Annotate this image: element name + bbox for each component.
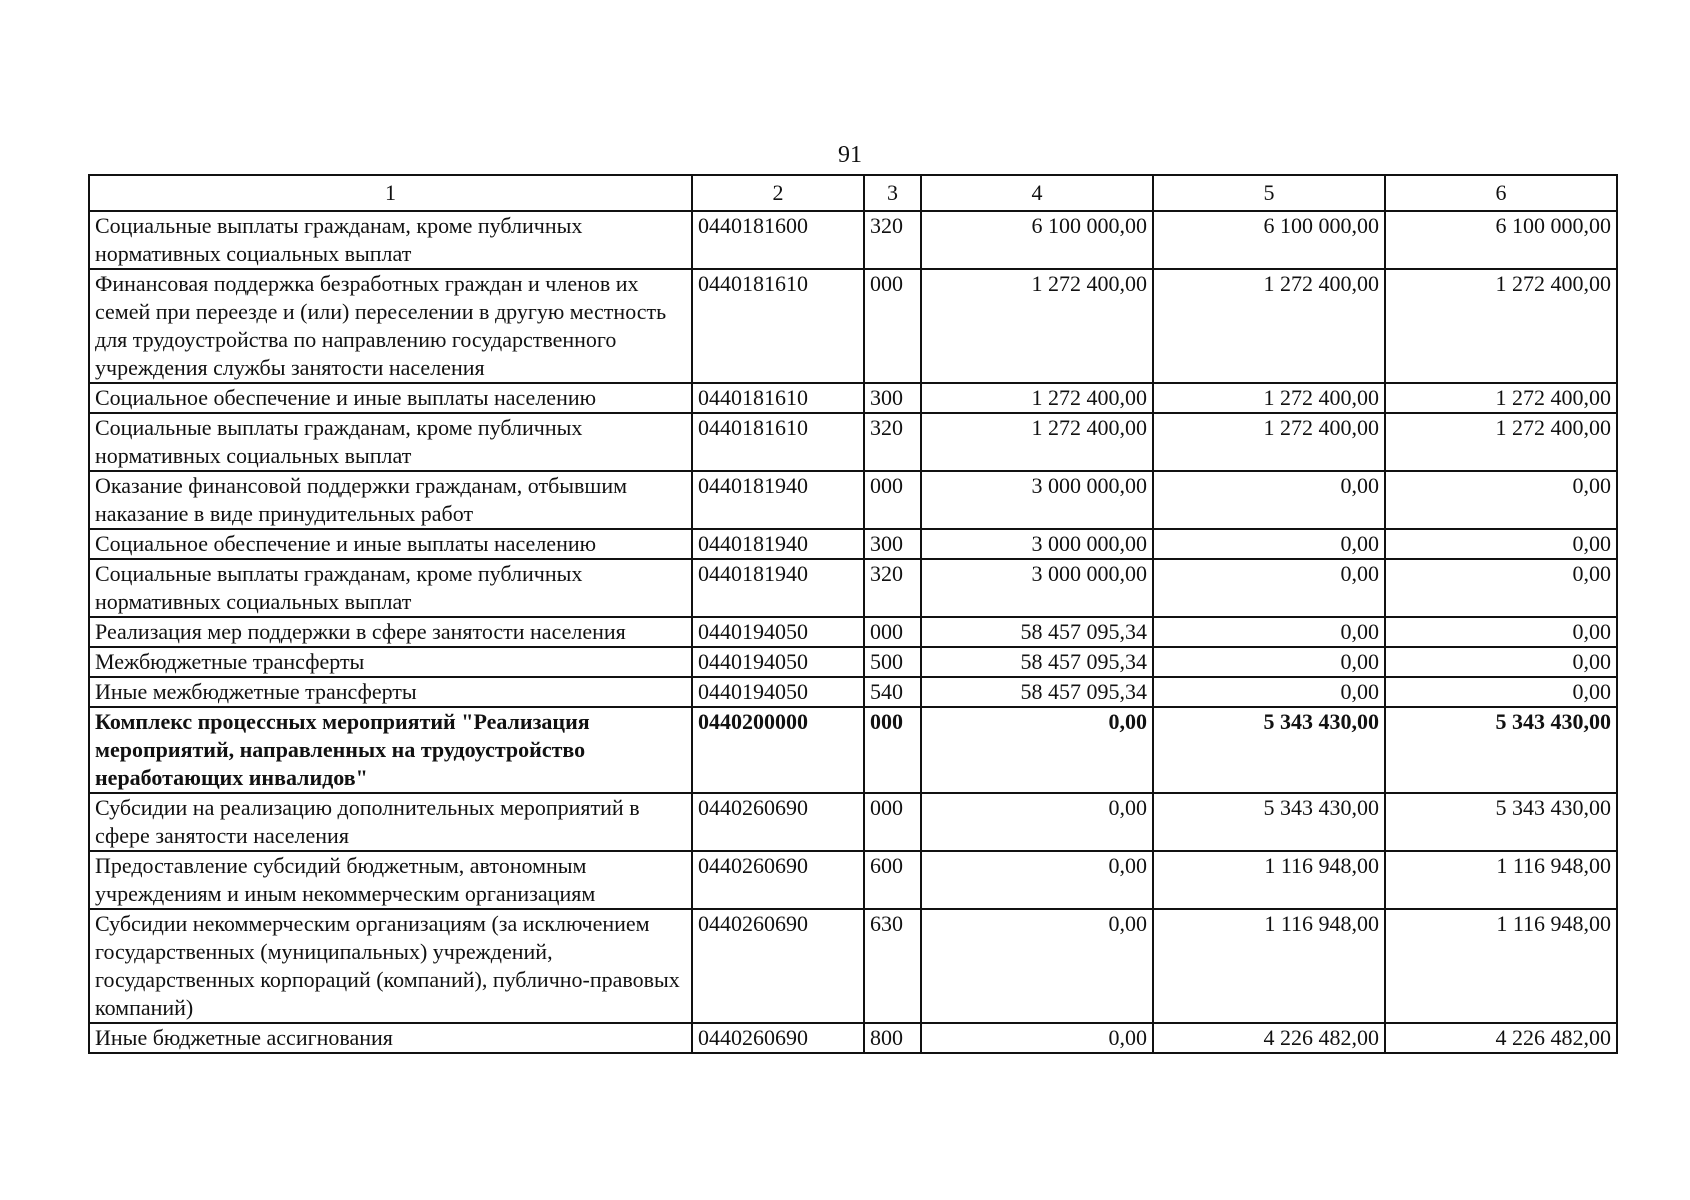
row-amount-col6: 0,00 <box>1385 677 1617 707</box>
row-amount-col6: 0,00 <box>1385 471 1617 529</box>
row-amount-col5: 0,00 <box>1153 617 1385 647</box>
row-amount-col5: 0,00 <box>1153 559 1385 617</box>
table-body <box>89 211 1617 1053</box>
row-name: Оказание финансовой поддержки гражданам, отбывшим наказание в виде принудительных работ <box>89 471 692 529</box>
row-name: Межбюджетные трансферты <box>89 647 692 677</box>
row-expense-type: 000 <box>864 269 921 383</box>
row-amount-col4: 0,00 <box>921 793 1153 851</box>
row-amount-col5: 6 100 000,00 <box>1153 211 1385 269</box>
row-expense-type: 000 <box>864 793 921 851</box>
table-row <box>89 851 1617 909</box>
row-amount-col4: 0,00 <box>921 1023 1153 1053</box>
row-expense-type: 540 <box>864 677 921 707</box>
row-expense-type: 320 <box>864 211 921 269</box>
row-amount-col6: 0,00 <box>1385 617 1617 647</box>
row-code: 0440260690 <box>692 793 864 851</box>
row-amount-col6: 0,00 <box>1385 529 1617 559</box>
row-code: 0440181600 <box>692 211 864 269</box>
row-code: 0440181610 <box>692 413 864 471</box>
row-code: 0440181940 <box>692 529 864 559</box>
row-name: Иные межбюджетные трансферты <box>89 677 692 707</box>
row-amount-col4: 6 100 000,00 <box>921 211 1153 269</box>
row-code: 0440194050 <box>692 647 864 677</box>
row-expense-type: 000 <box>864 617 921 647</box>
row-amount-col6: 5 343 430,00 <box>1385 793 1617 851</box>
table-row <box>89 413 1617 471</box>
row-amount-col6: 1 272 400,00 <box>1385 413 1617 471</box>
row-code: 0440181940 <box>692 471 864 529</box>
row-name: Социальные выплаты гражданам, кроме публичных нормативных социальных выплат <box>89 211 692 269</box>
row-amount-col5: 1 116 948,00 <box>1153 851 1385 909</box>
row-expense-type: 300 <box>864 383 921 413</box>
row-name: Предоставление субсидий бюджетным, автономным учреждениям и иным некоммерческим организациям <box>89 851 692 909</box>
row-amount-col5: 0,00 <box>1153 677 1385 707</box>
row-amount-col5: 0,00 <box>1153 529 1385 559</box>
table-row <box>89 793 1617 851</box>
row-amount-col5: 1 272 400,00 <box>1153 383 1385 413</box>
row-expense-type: 000 <box>864 471 921 529</box>
row-amount-col4: 58 457 095,34 <box>921 647 1153 677</box>
table-row <box>89 559 1617 617</box>
row-code: 0440181940 <box>692 559 864 617</box>
row-amount-col6: 5 343 430,00 <box>1385 707 1617 793</box>
row-amount-col4: 3 000 000,00 <box>921 559 1153 617</box>
column-header: 2 <box>692 175 864 211</box>
table-row <box>89 269 1617 383</box>
column-header: 4 <box>921 175 1153 211</box>
row-code: 0440194050 <box>692 677 864 707</box>
column-header: 3 <box>864 175 921 211</box>
row-code: 0440200000 <box>692 707 864 793</box>
budget-table <box>88 174 1618 1054</box>
row-expense-type: 320 <box>864 559 921 617</box>
row-amount-col4: 3 000 000,00 <box>921 529 1153 559</box>
row-name: Субсидии некоммерческим организациям (за исключением государственных (муниципальных) учреждений, государственных корпораций (компаний), публично-правовых компаний) <box>89 909 692 1023</box>
row-name: Субсидии на реализацию дополнительных мероприятий в сфере занятости населения <box>89 793 692 851</box>
row-amount-col5: 0,00 <box>1153 471 1385 529</box>
row-expense-type: 300 <box>864 529 921 559</box>
row-code: 0440260690 <box>692 1023 864 1053</box>
row-amount-col6: 1 272 400,00 <box>1385 269 1617 383</box>
row-name: Социальное обеспечение и иные выплаты населению <box>89 383 692 413</box>
row-amount-col6: 1 272 400,00 <box>1385 383 1617 413</box>
row-amount-col4: 58 457 095,34 <box>921 617 1153 647</box>
row-expense-type: 630 <box>864 909 921 1023</box>
table-row <box>89 617 1617 647</box>
row-amount-col4: 58 457 095,34 <box>921 677 1153 707</box>
row-code: 0440181610 <box>692 269 864 383</box>
row-amount-col4: 1 272 400,00 <box>921 383 1153 413</box>
table-row <box>89 707 1617 793</box>
row-name: Комплекс процессных мероприятий "Реализация мероприятий, направленных на трудоустройство неработающих инвалидов" <box>89 707 692 793</box>
table-row <box>89 677 1617 707</box>
column-header: 5 <box>1153 175 1385 211</box>
row-amount-col5: 5 343 430,00 <box>1153 793 1385 851</box>
row-amount-col6: 4 226 482,00 <box>1385 1023 1617 1053</box>
page-number: 91 <box>838 142 862 168</box>
row-name: Финансовая поддержка безработных граждан и членов их семей при переезде и (или) переселении в другую местность для трудоустройства по направлению государственного учреждения службы занятости населения <box>89 269 692 383</box>
row-expense-type: 320 <box>864 413 921 471</box>
row-code: 0440194050 <box>692 617 864 647</box>
row-amount-col5: 4 226 482,00 <box>1153 1023 1385 1053</box>
table-row <box>89 1023 1617 1053</box>
row-expense-type: 500 <box>864 647 921 677</box>
row-amount-col5: 1 116 948,00 <box>1153 909 1385 1023</box>
table-row <box>89 529 1617 559</box>
row-amount-col4: 0,00 <box>921 909 1153 1023</box>
row-expense-type: 000 <box>864 707 921 793</box>
row-name: Социальное обеспечение и иные выплаты населению <box>89 529 692 559</box>
row-amount-col5: 1 272 400,00 <box>1153 269 1385 383</box>
row-code: 0440181610 <box>692 383 864 413</box>
row-amount-col4: 1 272 400,00 <box>921 269 1153 383</box>
row-amount-col4: 3 000 000,00 <box>921 471 1153 529</box>
row-amount-col4: 0,00 <box>921 707 1153 793</box>
row-amount-col6: 1 116 948,00 <box>1385 909 1617 1023</box>
table-header <box>89 175 1617 211</box>
row-amount-col6: 1 116 948,00 <box>1385 851 1617 909</box>
row-amount-col5: 1 272 400,00 <box>1153 413 1385 471</box>
row-code: 0440260690 <box>692 851 864 909</box>
row-expense-type: 600 <box>864 851 921 909</box>
row-name: Социальные выплаты гражданам, кроме публичных нормативных социальных выплат <box>89 559 692 617</box>
row-amount-col4: 1 272 400,00 <box>921 413 1153 471</box>
table-row <box>89 647 1617 677</box>
table-row <box>89 471 1617 529</box>
row-name: Иные бюджетные ассигнования <box>89 1023 692 1053</box>
table-row <box>89 211 1617 269</box>
row-code: 0440260690 <box>692 909 864 1023</box>
row-name: Реализация мер поддержки в сфере занятости населения <box>89 617 692 647</box>
table-row <box>89 909 1617 1023</box>
row-amount-col5: 0,00 <box>1153 647 1385 677</box>
row-expense-type: 800 <box>864 1023 921 1053</box>
row-name: Социальные выплаты гражданам, кроме публичных нормативных социальных выплат <box>89 413 692 471</box>
row-amount-col5: 5 343 430,00 <box>1153 707 1385 793</box>
row-amount-col4: 0,00 <box>921 851 1153 909</box>
row-amount-col6: 0,00 <box>1385 559 1617 617</box>
column-header: 1 <box>89 175 692 211</box>
column-number-row <box>89 175 1617 211</box>
column-header: 6 <box>1385 175 1617 211</box>
row-amount-col6: 6 100 000,00 <box>1385 211 1617 269</box>
row-amount-col6: 0,00 <box>1385 647 1617 677</box>
table-row <box>89 383 1617 413</box>
